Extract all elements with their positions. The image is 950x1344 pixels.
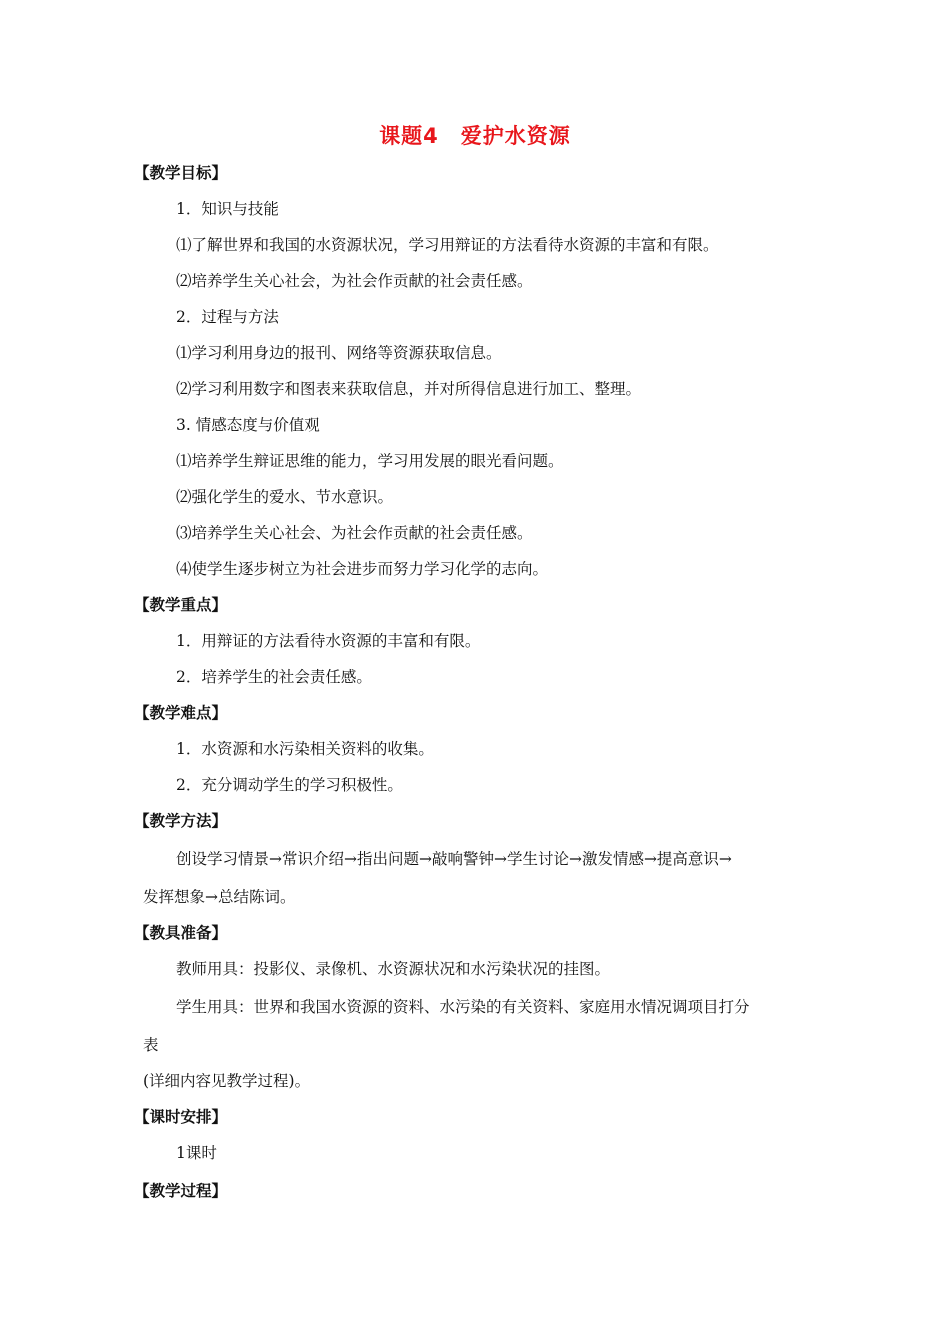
- body-text-line: ⑴了解世界和我国的水资源状况，学习用辩证的方法看待水资源的丰富和有限。: [176, 236, 719, 254]
- body-text-line: 学生用具：世界和我国水资源的资料、水污染的有关资料、家庭用水情况调项目打分: [176, 998, 750, 1016]
- section-heading: 【教学方法】: [134, 812, 228, 830]
- section-heading: 【教学过程】: [134, 1182, 228, 1200]
- body-text-line: 2．培养学生的社会责任感。: [176, 668, 372, 686]
- body-text-line: ⑴培养学生辩证思维的能力，学习用发展的眼光看问题。: [176, 452, 564, 470]
- body-text-line: 2．过程与方法: [176, 308, 279, 326]
- section-heading: 【教学重点】: [134, 596, 228, 614]
- body-text-line: 创设学习情景→常识介绍→指出问题→敲响警钟→学生讨论→激发情感→提高意识→: [176, 850, 732, 868]
- body-text-line: ⑵强化学生的爱水、节水意识。: [176, 488, 394, 506]
- body-text-line: ⑵学习利用数字和图表来获取信息，并对所得信息进行加工、整理。: [176, 380, 642, 398]
- body-text-line: 3. 情感态度与价值观: [176, 416, 320, 434]
- body-text-line: 1课时: [176, 1144, 217, 1162]
- body-text-line: (详细内容见教学过程)。: [143, 1072, 311, 1090]
- body-text-line: ⑵培养学生关心社会，为社会作贡献的社会责任感。: [176, 272, 533, 290]
- body-text-line: 1．水资源和水污染相关资料的收集。: [176, 740, 434, 758]
- section-heading: 【教学目标】: [134, 164, 228, 182]
- body-text-line: 1．用辩证的方法看待水资源的丰富和有限。: [176, 632, 481, 650]
- document-title: 课题4 爱护水资源: [379, 124, 571, 148]
- body-text-line: 1．知识与技能: [176, 200, 279, 218]
- section-heading: 【教学难点】: [134, 704, 228, 722]
- body-text-line: 教师用具：投影仪、录像机、水资源状况和水污染状况的挂图。: [176, 960, 611, 978]
- section-heading: 【教具准备】: [134, 924, 228, 942]
- section-heading: 【课时安排】: [134, 1108, 228, 1126]
- body-text-line: ⑴学习利用身边的报刊、网络等资源获取信息。: [176, 344, 502, 362]
- body-text-line: 2．充分调动学生的学习积极性。: [176, 776, 403, 794]
- body-text-line: ⑷使学生逐步树立为社会进步而努力学习化学的志向。: [176, 560, 549, 578]
- body-text-line: 发挥想象→总结陈词。: [143, 888, 296, 906]
- body-text-line: 表: [143, 1036, 159, 1054]
- body-text-line: ⑶培养学生关心社会、为社会作贡献的社会责任感。: [176, 524, 533, 542]
